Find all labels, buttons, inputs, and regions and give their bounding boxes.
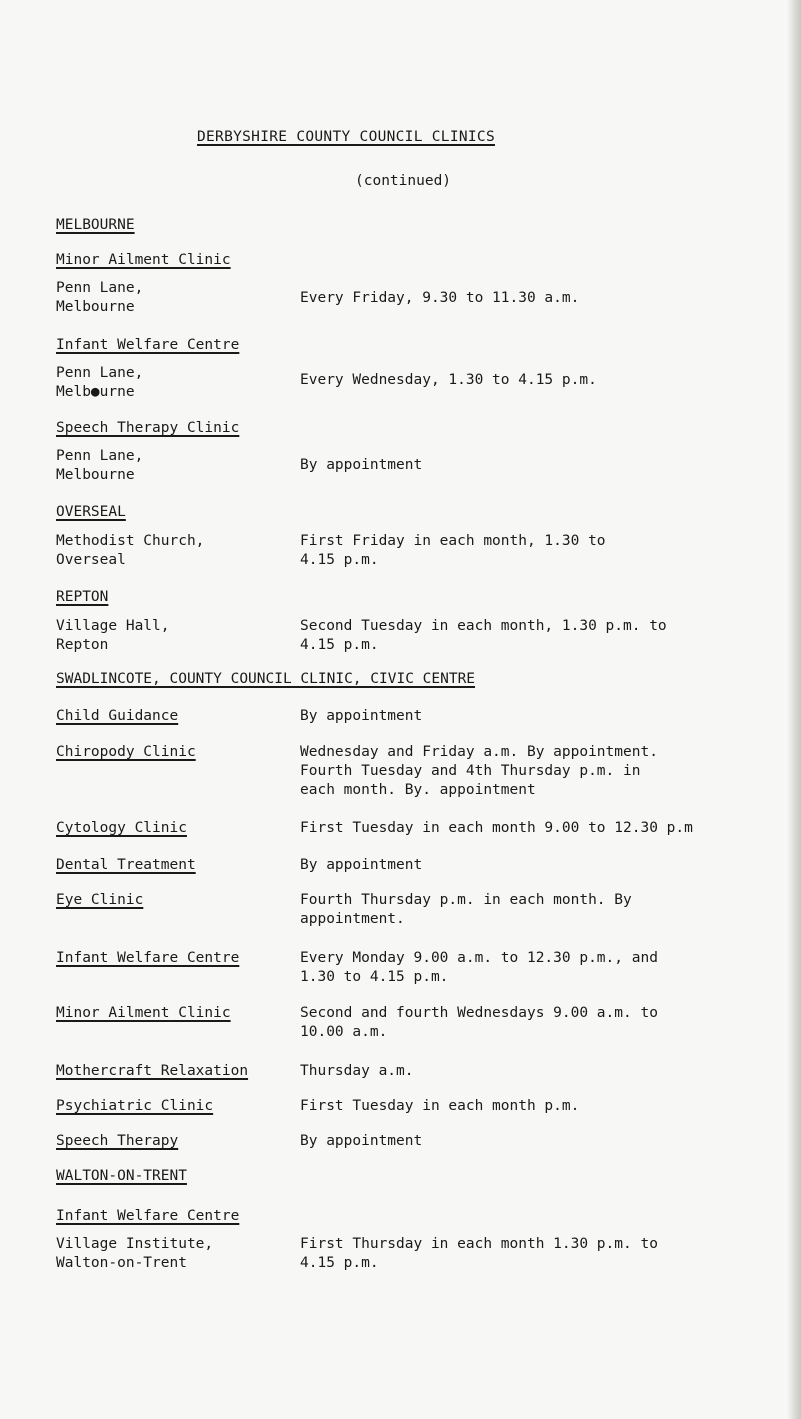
- melbourne-infant-welfare-time: Every Wednesday, 1.30 to 4.15 p.m.: [300, 372, 597, 388]
- swadlincote-row-name: Dental Treatment: [56, 857, 196, 873]
- swadlincote-row-detail: Fourth Thursday p.m. in each month. By: [300, 892, 632, 908]
- walton-time-line2: 4.15 p.m.: [300, 1255, 379, 1271]
- swadlincote-row-detail: First Tuesday in each month 9.00 to 12.30 p.m: [300, 820, 693, 836]
- walton-address1: Village Institute,: [56, 1236, 214, 1252]
- melbourne-infant-welfare-address1: Penn Lane,: [56, 365, 144, 381]
- swadlincote-row-detail: First Tuesday in each month p.m.: [300, 1098, 580, 1114]
- page-heading: DERBYSHIRE COUNTY COUNCIL CLINICS: [197, 129, 495, 145]
- swadlincote-row-detail: 1.30 to 4.15 p.m.: [300, 969, 449, 985]
- repton-address2: Repton: [56, 637, 109, 653]
- swadlincote-row-name: Eye Clinic: [56, 892, 144, 908]
- melbourne-minor-ailment-time: Every Friday, 9.30 to 11.30 a.m.: [300, 290, 580, 306]
- swadlincote-row-detail: appointment.: [300, 911, 405, 927]
- walton-infant-welfare-title: Infant Welfare Centre: [56, 1208, 240, 1224]
- walton-address2: Walton-on-Trent: [56, 1255, 187, 1271]
- melbourne-minor-ailment-title: Minor Ailment Clinic: [56, 252, 231, 268]
- repton-address1: Village Hall,: [56, 618, 170, 634]
- melbourne-infant-welfare-title: Infant Welfare Centre: [56, 337, 240, 353]
- melbourne-speech-therapy-time: By appointment: [300, 457, 423, 473]
- section-walton-on-trent: WALTON-ON-TRENT: [56, 1168, 187, 1184]
- swadlincote-row-detail: By appointment: [300, 1133, 423, 1149]
- section-overseal: OVERSEAL: [56, 504, 126, 520]
- melbourne-speech-therapy-title: Speech Therapy Clinic: [56, 420, 240, 436]
- swadlincote-row-name: Psychiatric Clinic: [56, 1098, 214, 1114]
- swadlincote-row-detail: 10.00 a.m.: [300, 1024, 388, 1040]
- swadlincote-row-name: Mothercraft Relaxation: [56, 1063, 249, 1079]
- repton-time-line2: 4.15 p.m.: [300, 637, 379, 653]
- swadlincote-row-name: Child Guidance: [56, 708, 179, 724]
- overseal-time-line2: 4.15 p.m.: [300, 552, 379, 568]
- swadlincote-row-detail: Second and fourth Wednesdays 9.00 a.m. to: [300, 1005, 658, 1021]
- swadlincote-row-detail: each month. By. appointment: [300, 782, 536, 798]
- swadlincote-row-detail: By appointment: [300, 857, 423, 873]
- overseal-address1: Methodist Church,: [56, 533, 205, 549]
- melbourne-speech-therapy-address2: Melbourne: [56, 467, 135, 483]
- overseal-time-line1: First Friday in each month, 1.30 to: [300, 533, 606, 549]
- walton-time-line1: First Thursday in each month 1.30 p.m. to: [300, 1236, 658, 1252]
- repton-time-line1: Second Tuesday in each month, 1.30 p.m. to: [300, 618, 667, 634]
- swadlincote-row-name: Speech Therapy: [56, 1133, 179, 1149]
- swadlincote-row-detail: Thursday a.m.: [300, 1063, 414, 1079]
- melbourne-minor-ailment-address2: Melbourne: [56, 299, 135, 315]
- swadlincote-row-detail: Wednesday and Friday a.m. By appointment.: [300, 744, 658, 760]
- melbourne-infant-welfare-address2: Melb●urne: [56, 384, 135, 400]
- swadlincote-row-detail: Fourth Tuesday and 4th Thursday p.m. in: [300, 763, 641, 779]
- swadlincote-row-name: Minor Ailment Clinic: [56, 1005, 231, 1021]
- melbourne-speech-therapy-address1: Penn Lane,: [56, 448, 144, 464]
- section-repton: REPTON: [56, 589, 109, 605]
- page-edge-shadow: [787, 0, 801, 1419]
- swadlincote-row-detail: Every Monday 9.00 a.m. to 12.30 p.m., and: [300, 950, 658, 966]
- swadlincote-row-detail: By appointment: [300, 708, 423, 724]
- overseal-address2: Overseal: [56, 552, 126, 568]
- swadlincote-row-name: Infant Welfare Centre: [56, 950, 240, 966]
- swadlincote-row-name: Cytology Clinic: [56, 820, 187, 836]
- section-melbourne: MELBOURNE: [56, 217, 135, 233]
- melbourne-minor-ailment-address1: Penn Lane,: [56, 280, 144, 296]
- page-subheading: (continued): [355, 173, 452, 189]
- section-swadlincote: SWADLINCOTE, COUNTY COUNCIL CLINIC, CIVIC CENTRE: [56, 671, 476, 687]
- swadlincote-row-name: Chiropody Clinic: [56, 744, 196, 760]
